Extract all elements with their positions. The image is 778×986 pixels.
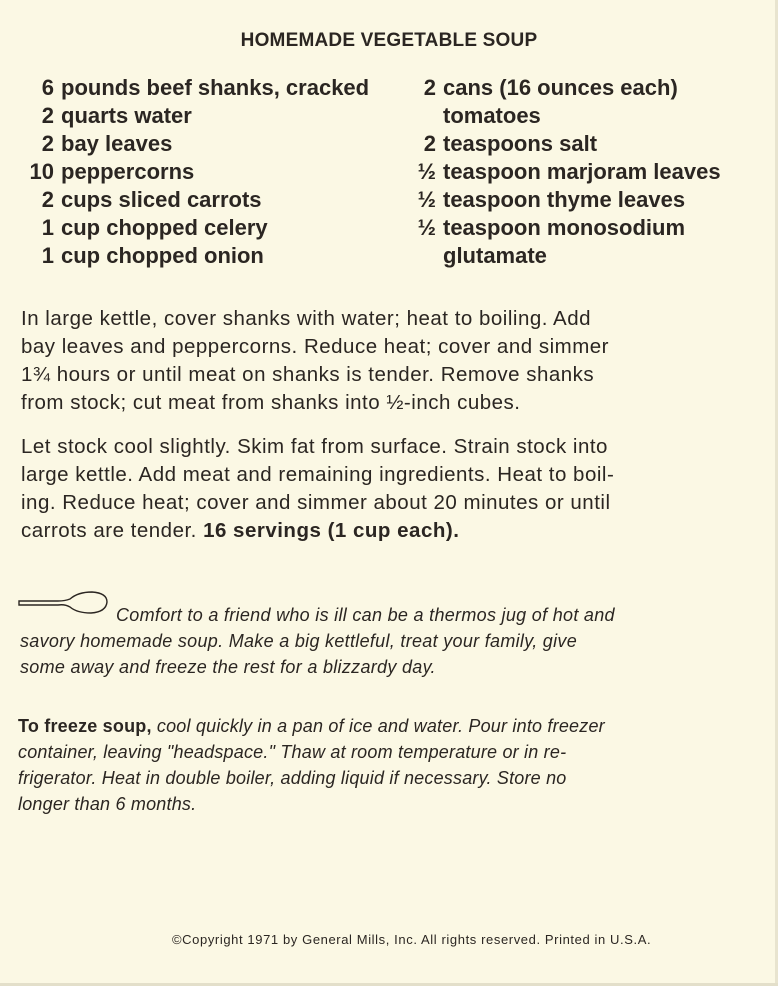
text-line: from stock; cut meat from shanks into ½-inch cubes. bbox=[21, 391, 521, 414]
ingredient-qty: 6 bbox=[41, 75, 54, 100]
ingredient-qty: 2 bbox=[423, 131, 436, 156]
ingredient-qty: 2 bbox=[41, 187, 54, 212]
ingredient-qty: 2 bbox=[41, 131, 54, 156]
text-line: ing. Reduce heat; cover and simmer about 20 minutes or until bbox=[21, 491, 611, 514]
text-line: some away and freeze the rest for a blizzardy day. bbox=[20, 657, 436, 677]
text-line: 1¾ hours or until meat on shanks is tender. Remove shanks bbox=[21, 363, 595, 386]
ingredients-left bbox=[14, 74, 369, 270]
ingredient-qty bbox=[396, 242, 443, 270]
copyright-notice: ©Copyright 1971 by General Mills, Inc. All rights reserved. Printed in U.S.A. bbox=[172, 932, 652, 947]
directions-step-2 bbox=[21, 433, 749, 545]
ingredient-qty: ½ bbox=[417, 187, 436, 212]
ingredient-item: pounds beef shanks, cracked bbox=[61, 75, 370, 100]
ingredient-row bbox=[14, 214, 369, 242]
recipe-title: HOMEMADE VEGETABLE SOUP bbox=[240, 30, 538, 51]
ingredients-right bbox=[396, 74, 721, 270]
ingredient-row bbox=[396, 242, 721, 270]
ingredient-item: cans (16 ounces each) bbox=[443, 75, 678, 100]
text-line bbox=[21, 517, 749, 545]
ingredient-row bbox=[14, 102, 369, 130]
ingredient-item: quarts water bbox=[61, 103, 192, 128]
freeze-lead: To freeze soup, bbox=[18, 716, 152, 736]
ingredient-item: cup chopped celery bbox=[61, 215, 268, 240]
ingredient-qty: ½ bbox=[417, 215, 436, 240]
ingredient-qty: 2 bbox=[423, 75, 436, 100]
directions-step-1 bbox=[21, 305, 749, 417]
ingredient-qty: 2 bbox=[41, 103, 54, 128]
freeze-instructions bbox=[18, 713, 748, 817]
ingredient-item: tomatoes bbox=[443, 103, 541, 128]
text-line: bay leaves and peppercorns. Reduce heat; cover and simmer bbox=[21, 335, 610, 358]
ingredient-row bbox=[396, 186, 721, 214]
ingredient-row bbox=[14, 242, 369, 270]
text-fragment: carrots are tender. bbox=[21, 519, 204, 542]
text-line: frigerator. Heat in double boiler, adding liquid if necessary. Store no bbox=[18, 768, 567, 788]
ingredient-row bbox=[14, 158, 369, 186]
ingredient-row bbox=[396, 214, 721, 242]
ingredient-item: glutamate bbox=[443, 243, 547, 268]
text-line: Comfort to a friend who is ill can be a thermos jug of hot and bbox=[116, 605, 615, 625]
ingredient-qty: 1 bbox=[41, 243, 54, 268]
tip-note bbox=[20, 602, 750, 680]
ingredient-row bbox=[396, 158, 721, 186]
text-line: longer than 6 months. bbox=[18, 794, 197, 814]
text-line: large kettle. Add meat and remaining ingredients. Heat to boil- bbox=[21, 463, 615, 486]
ingredient-row bbox=[396, 74, 721, 102]
ingredient-item: teaspoon monosodium bbox=[443, 215, 685, 240]
ingredient-item: teaspoon thyme leaves bbox=[443, 187, 686, 212]
ingredient-row bbox=[396, 102, 721, 130]
text-fragment: cool quickly in a pan of ice and water. Pour into freezer bbox=[151, 716, 605, 736]
servings-yield: 16 servings (1 cup each). bbox=[203, 519, 460, 542]
text-line bbox=[18, 713, 748, 739]
ingredient-item: peppercorns bbox=[61, 159, 195, 184]
ingredient-item: teaspoon marjoram leaves bbox=[443, 159, 721, 184]
ingredient-qty bbox=[396, 102, 443, 130]
ingredient-qty: ½ bbox=[417, 159, 436, 184]
ingredient-item: cups sliced carrots bbox=[61, 187, 262, 212]
ingredient-item: bay leaves bbox=[61, 131, 173, 156]
text-line: In large kettle, cover shanks with water; heat to boiling. Add bbox=[21, 307, 591, 330]
ingredient-item: cup chopped onion bbox=[61, 243, 264, 268]
text-line: container, leaving "headspace." Thaw at room temperature or in re- bbox=[18, 742, 567, 762]
text-line: Let stock cool slightly. Skim fat from surface. Strain stock into bbox=[21, 435, 608, 458]
ingredient-row bbox=[14, 74, 369, 102]
ingredient-row bbox=[14, 130, 369, 158]
ingredient-item: teaspoons salt bbox=[443, 131, 598, 156]
text-line: savory homemade soup. Make a big kettleful, treat your family, give bbox=[20, 631, 578, 651]
ingredient-qty: 1 bbox=[41, 215, 54, 240]
ingredient-row bbox=[14, 186, 369, 214]
ingredient-qty: 10 bbox=[29, 159, 54, 184]
ingredient-row bbox=[396, 130, 721, 158]
